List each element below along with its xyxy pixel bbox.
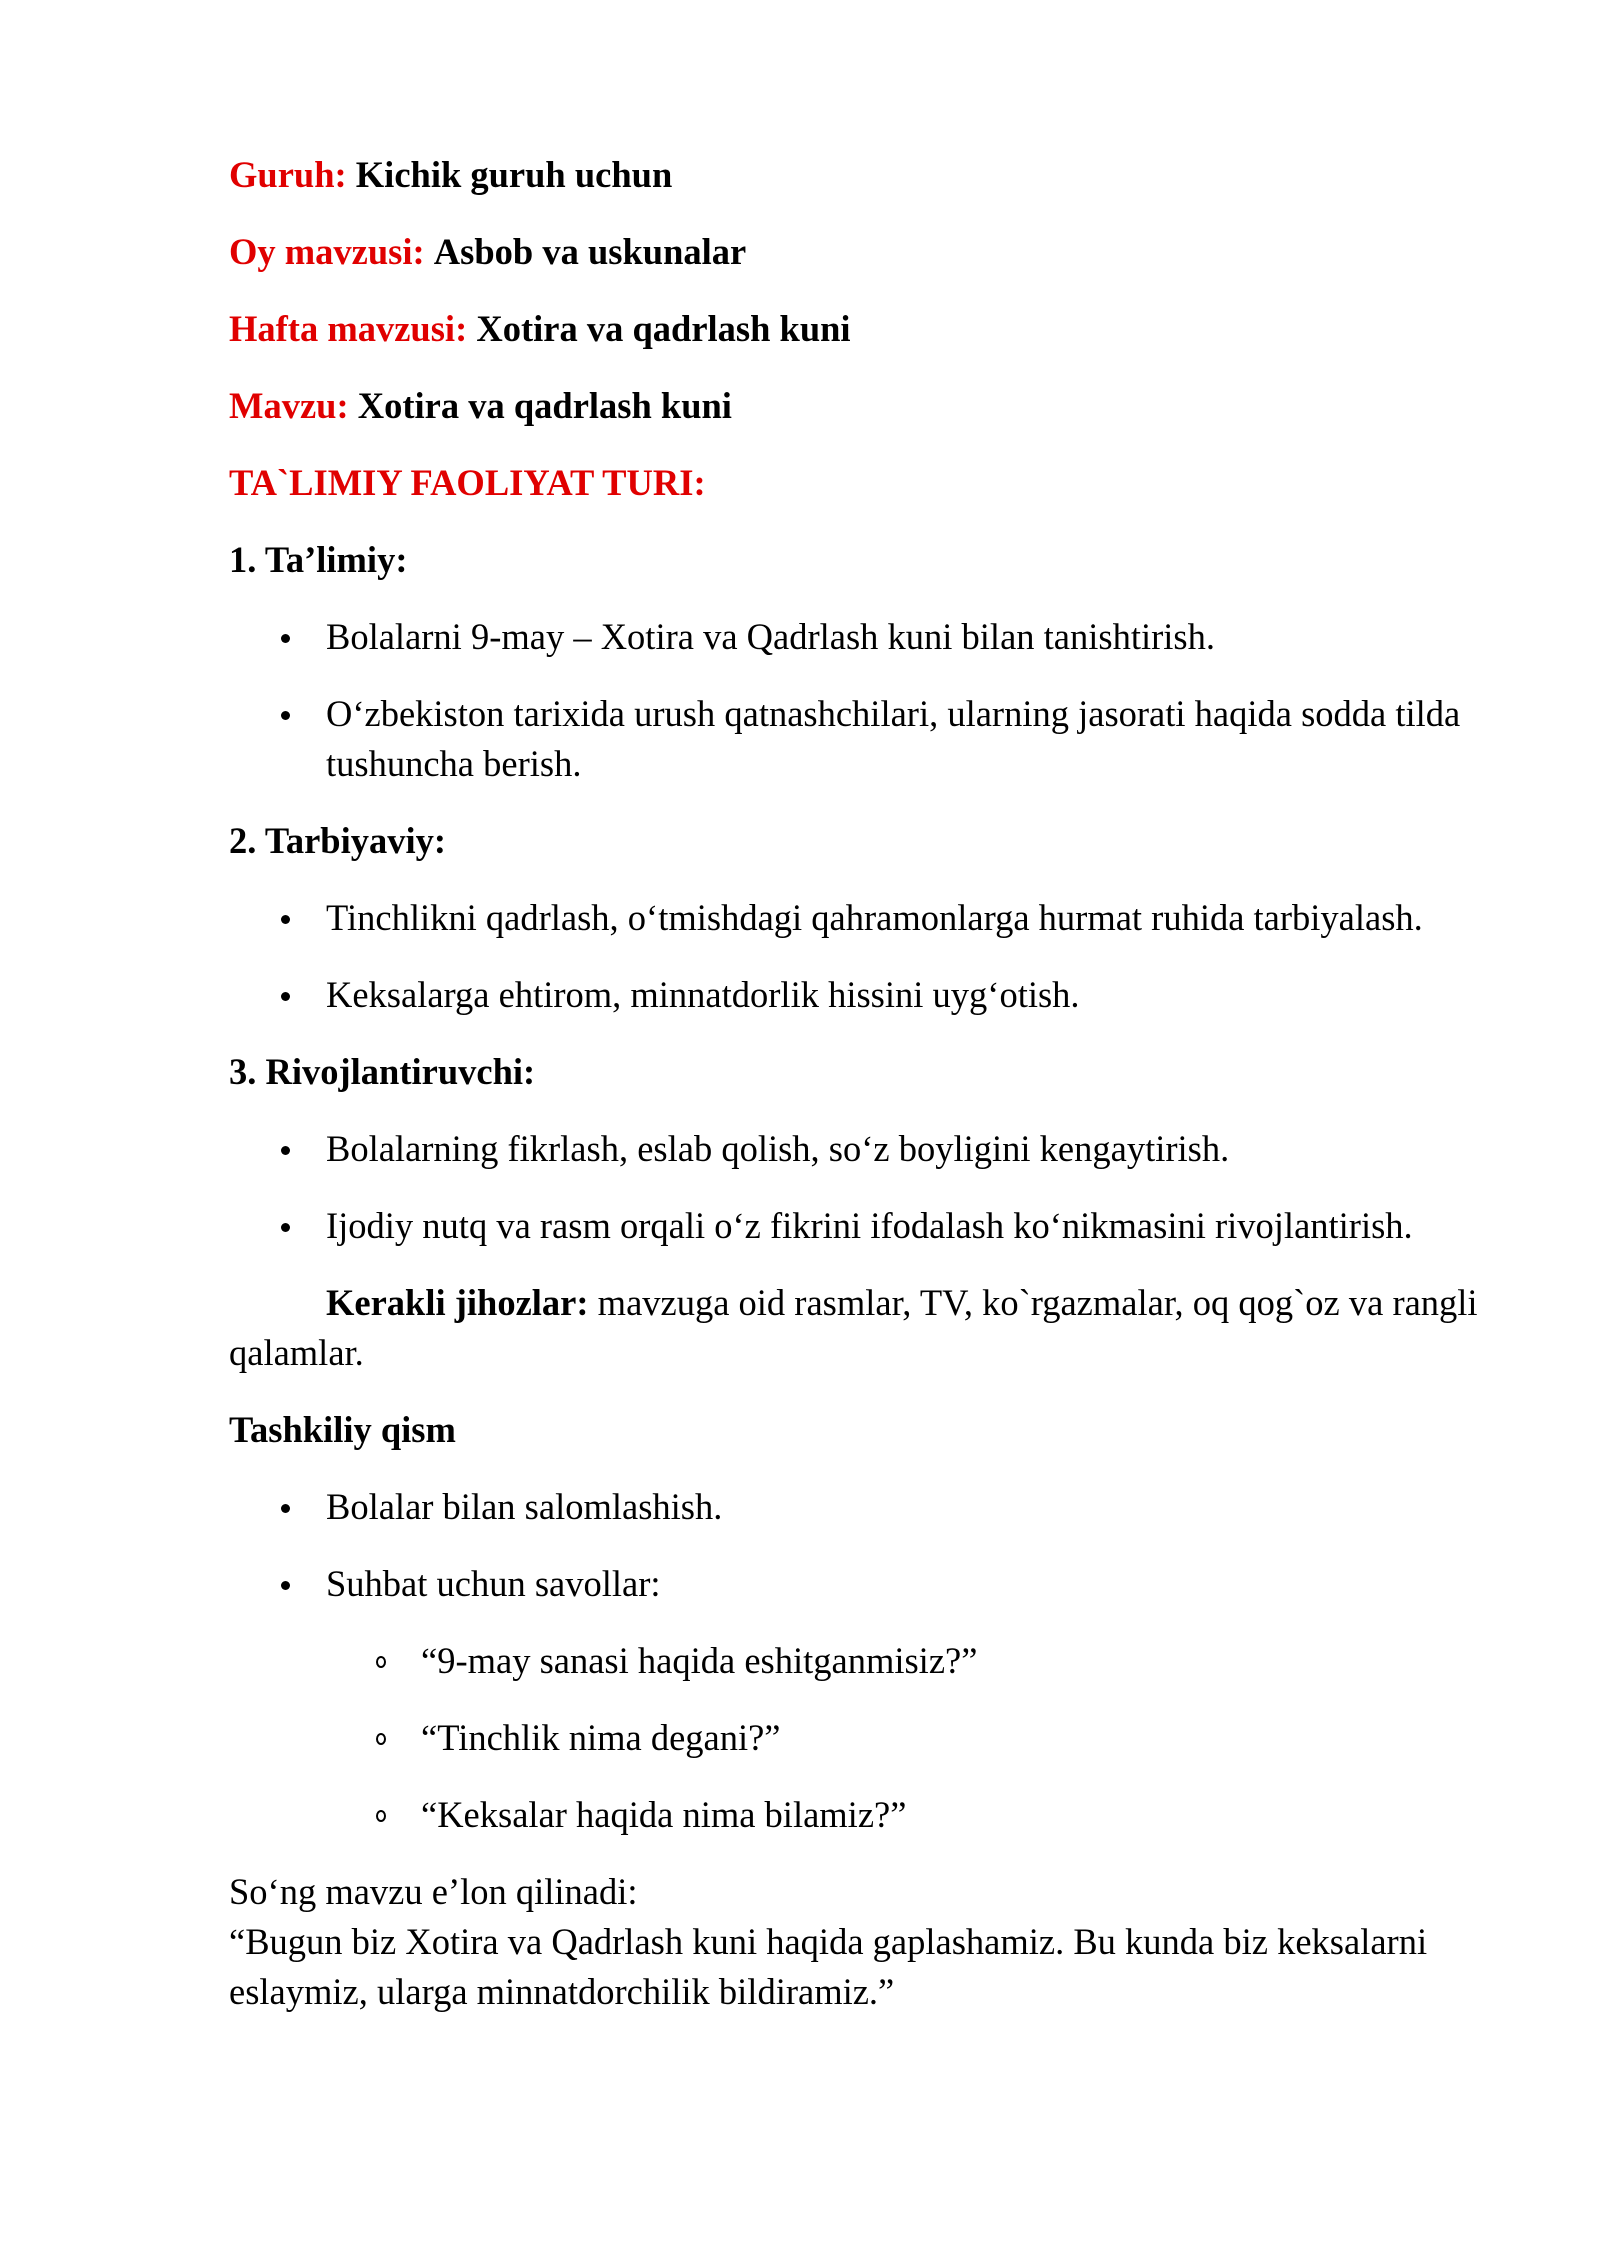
bullet-dot-icon	[281, 992, 290, 1001]
group-label: Guruh:	[229, 154, 347, 195]
equipment-paragraph	[229, 1278, 1479, 1378]
goal-heading-educational: 1. Ta’limiy:	[229, 539, 408, 580]
list-item: Bolalarning fikrlash, eslab qolish, so‘z boyligini kengaytirish.	[326, 1128, 1230, 1169]
month-theme-value: Asbob va uskunalar	[433, 231, 747, 272]
bullet-circle-icon	[376, 1733, 386, 1745]
list-item: Bolalar bilan salomlashish.	[326, 1486, 723, 1527]
bullet-circle-icon	[376, 1810, 386, 1822]
group-value: Kichik guruh uchun	[355, 154, 673, 195]
month-theme-line	[229, 227, 746, 277]
list-item: O‘zbekiston tarixida urush qatnashchilari, ularning jasorati haqida sodda tilda tushuncha berish.	[326, 693, 1461, 784]
equipment-text: mavzuga oid rasmlar, TV, ko`rgazmalar, oq qog`oz va rangli qalamlar.	[229, 1282, 1478, 1373]
closing-intro: So‘ng mavzu e’lon qilinadi:	[229, 1871, 638, 1912]
goal-heading-developmental: 3. Rivojlantiruvchi:	[229, 1051, 536, 1092]
question-item: “Tinchlik nima degani?”	[421, 1717, 781, 1758]
bullet-dot-icon	[281, 915, 290, 924]
bullet-dot-icon	[281, 1223, 290, 1232]
bullet-dot-icon	[281, 634, 290, 643]
bullet-dot-icon	[281, 711, 290, 720]
week-theme-value: Xotira va qadrlash kuni	[476, 308, 851, 349]
bullet-dot-icon	[281, 1504, 290, 1513]
bullet-dot-icon	[281, 1146, 290, 1155]
activity-type-heading: TA`LIMIY FAOLIYAT TURI:	[229, 462, 706, 503]
closing-quote: “Bugun biz Xotira va Qadrlash kuni haqida gaplashamiz. Bu kunda biz keksalarni eslaymiz, ularga minnatdorchilik bildiramiz.”	[229, 1921, 1428, 2012]
list-item: Bolalarni 9-may – Xotira va Qadrlash kuni bilan tanishtirish.	[326, 616, 1215, 657]
bullet-circle-icon	[376, 1656, 386, 1668]
month-theme-label: Oy mavzusi:	[229, 231, 425, 272]
bullet-dot-icon	[281, 1581, 290, 1590]
list-item: Keksalarga ehtirom, minnatdorlik hissini uyg‘otish.	[326, 974, 1080, 1015]
topic-line	[229, 381, 732, 431]
week-theme-line	[229, 304, 851, 354]
topic-value: Xotira va qadrlash kuni	[357, 385, 732, 426]
goal-heading-upbringing: 2. Tarbiyaviy:	[229, 820, 447, 861]
list-item: Ijodiy nutq va rasm orqali o‘z fikrini ifodalash ko‘nikmasini rivojlantirish.	[326, 1205, 1413, 1246]
equipment-label: Kerakli jihozlar:	[326, 1282, 589, 1323]
list-item: Tinchlikni qadrlash, o‘tmishdagi qahramonlarga hurmat ruhida tarbiyalash.	[326, 897, 1423, 938]
week-theme-label: Hafta mavzusi:	[229, 308, 468, 349]
list-item: Suhbat uchun savollar:	[326, 1563, 661, 1604]
question-item: “9-may sanasi haqida eshitganmisiz?”	[421, 1640, 978, 1681]
group-line	[229, 150, 672, 200]
org-part-heading: Tashkiliy qism	[229, 1409, 456, 1450]
topic-label: Mavzu:	[229, 385, 349, 426]
question-item: “Keksalar haqida nima bilamiz?”	[421, 1794, 907, 1835]
